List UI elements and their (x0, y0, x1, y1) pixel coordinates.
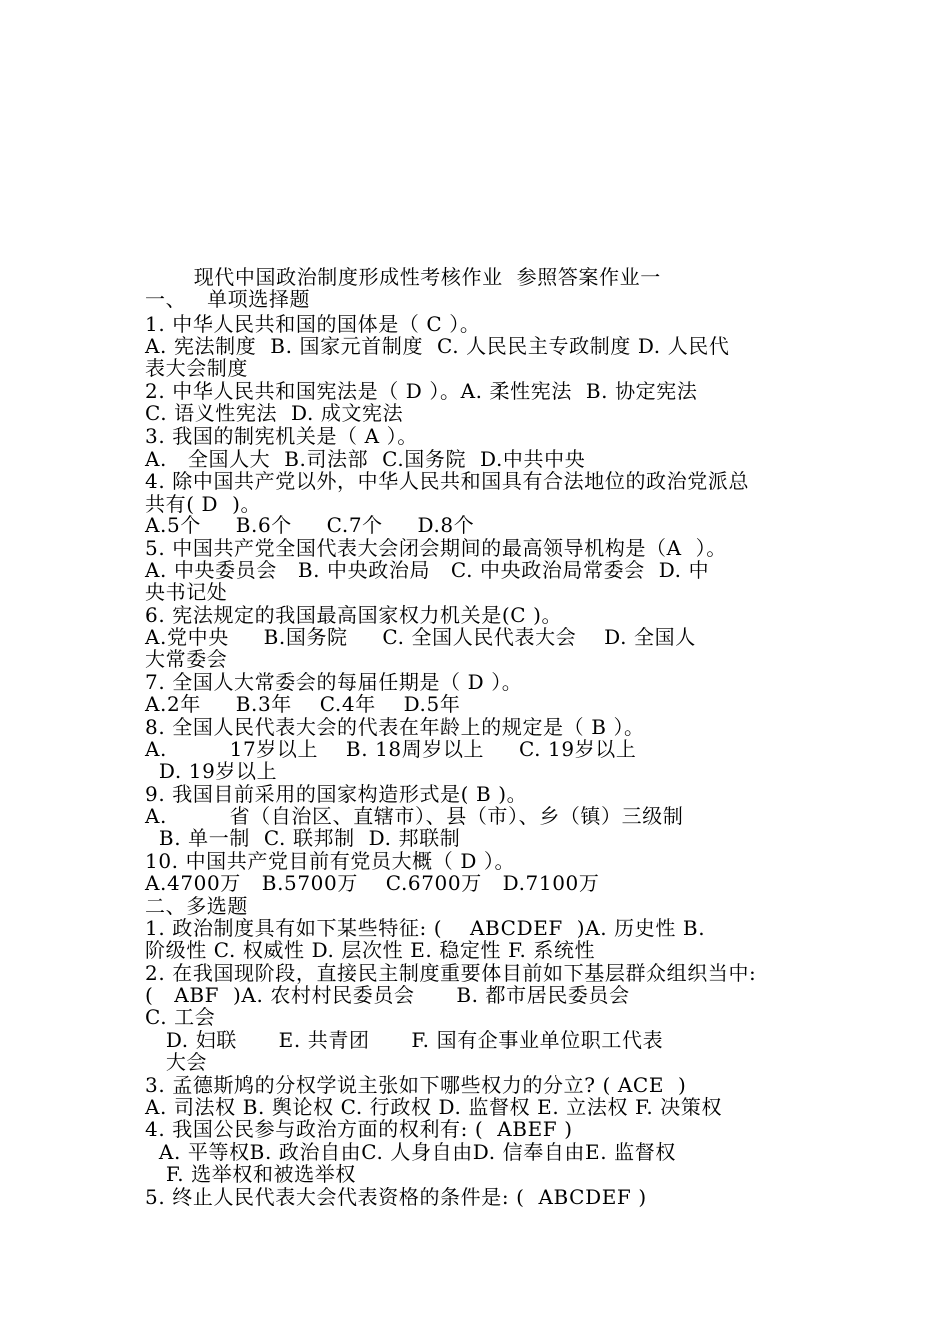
options-line: C. 工会 (145, 1005, 216, 1029)
section-heading: 一、 单项选择题 (145, 287, 311, 311)
options-line: 表大会制度 (145, 356, 248, 380)
section-heading: 二、多选题 (145, 894, 248, 918)
options-line: C. 语义性宪法 D. 成文宪法 (145, 401, 404, 425)
options-line: A. 宪法制度 B. 国家元首制度 C. 人民民主专政制度 D. 人民代 (145, 334, 730, 358)
options-line: A. 省（自治区、直辖市）、县（市）、乡（镇）三级制 (145, 804, 684, 828)
options-line: D. 妇联 E. 共青团 F. 国有企事业单位职工代表 (145, 1028, 664, 1052)
options-line: A.党中央 B.国务院 C. 全国人民代表大会 D. 全国人 (145, 625, 696, 649)
question-line: 共有( D )。 (145, 492, 262, 516)
question-line: 5. 终止人民代表大会代表资格的条件是: ( ABCDEF ) (145, 1185, 647, 1209)
options-line: B. 单一制 C. 联邦制 D. 邦联制 (145, 826, 461, 850)
options-line: A. 17岁以上 B. 18周岁以上 C. 19岁以上 (145, 737, 637, 761)
options-line: 央书记处 (145, 580, 228, 604)
question-line: 6. 宪法规定的我国最高国家权力机关是(C )。 (145, 603, 563, 627)
question-line: 3. 我国的制宪机关是（ A ）。 (145, 424, 418, 448)
options-line: A.4700万 B.5700万 C.6700万 D.7100万 (145, 871, 600, 895)
options-line: D. 19岁以上 (145, 759, 278, 783)
question-line: 10. 中国共产党目前有党员大概（ D ）。 (145, 849, 516, 873)
options-line: F. 选举权和被选举权 (145, 1162, 356, 1186)
options-line: A.2年 B.3年 C.4年 D.5年 (145, 692, 461, 716)
question-line: 7. 全国人大常委会的每届任期是（ D ）。 (145, 670, 523, 694)
options-line: 阶级性 C. 权威性 D. 层次性 E. 稳定性 F. 系统性 (145, 938, 596, 962)
document-title: 现代中国政治制度形成性考核作业 参照答案作业一 (145, 265, 661, 289)
options-line: A. 中央委员会 B. 中央政治局 C. 中央政治局常委会 D. 中 (145, 558, 710, 582)
question-line: 1. 政治制度具有如下某些特征: ( ABCDEF )A. 历史性 B. (145, 916, 706, 940)
options-line: A. 平等权B. 政治自由C. 人身自由D. 信奉自由E. 监督权 (145, 1140, 676, 1164)
options-line: A.5个 B.6个 C.7个 D.8个 (145, 513, 475, 537)
question-line: 4. 我国公民参与政治方面的权利有: ( ABEF ) (145, 1117, 573, 1141)
options-line: A. 司法权 B. 舆论权 C. 行政权 D. 监督权 E. 立法权 F. 决策权 (145, 1095, 723, 1119)
question-line: 3. 孟德斯鸠的分权学说主张如下哪些权力的分立? ( ACE ) (145, 1073, 687, 1097)
question-line: 9. 我国目前采用的国家构造形式是( B )。 (145, 782, 528, 806)
question-line: 8. 全国人民代表大会的代表在年龄上的规定是（ B ）。 (145, 715, 645, 739)
question-line: 4. 除中国共产党以外，中华人民共和国具有合法地位的政治党派总 (145, 469, 750, 493)
question-line: 5. 中国共产党全国代表大会闭会期间的最高领导机构是（A ）。 (145, 536, 727, 560)
question-line: 2. 中华人民共和国宪法是（ D ）。A. 柔性宪法 B. 协定宪法 (145, 379, 698, 403)
options-line: A. 全国人大 B.司法部 C.国务院 D.中共中央 (145, 447, 586, 471)
options-line: ( ABF )A. 农村村民委员会 B. 都市居民委员会 (145, 983, 630, 1007)
question-line: 2. 在我国现阶段，直接民主制度重要体目前如下基层群众组织当中: (145, 961, 757, 985)
options-line: 大常委会 (145, 647, 228, 671)
options-line: 大会 (145, 1050, 208, 1074)
question-line: 1. 中华人民共和国的国体是（ C ）。 (145, 312, 481, 336)
